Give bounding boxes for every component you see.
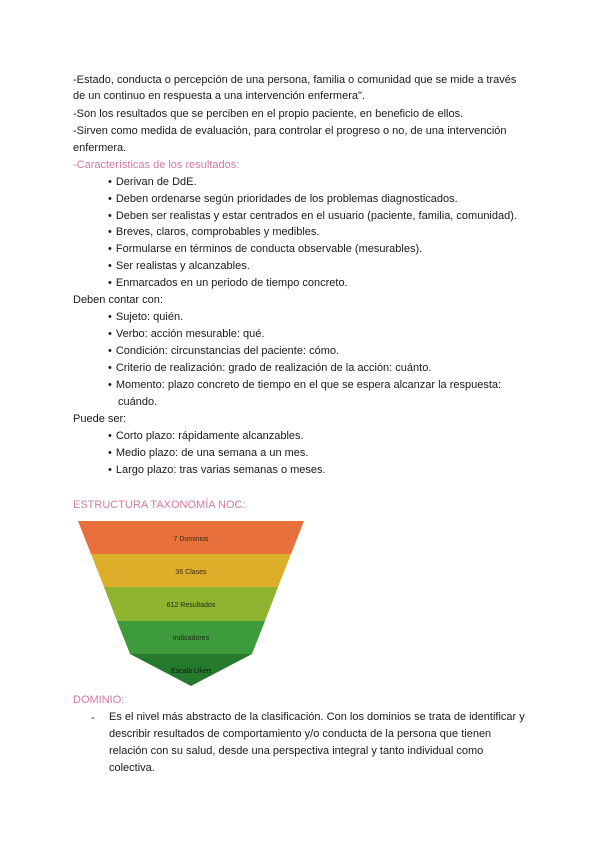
list-item: • Sujeto: quién.	[108, 309, 183, 325]
caracteristicas-heading: -Características de los resultados:	[73, 159, 240, 171]
pyramid-label: 612 Resultados	[166, 602, 216, 609]
noc-pyramid-diagram	[78, 520, 308, 690]
intro-line: de un continuo en respuesta a una intervención enfermera".	[73, 90, 365, 102]
list-item: • Derivan de DdE.	[108, 174, 197, 190]
list-item: • Enmarcados en un periodo de tiempo concreto.	[108, 275, 348, 291]
dash-bullet: -	[91, 712, 95, 724]
list-item: • Ser realistas y alcanzables.	[108, 258, 250, 274]
dominio-line: relación con su salud, desde una perspectiva integral y tanto individual como	[109, 745, 484, 757]
deben-contar-heading: Deben contar con:	[73, 294, 163, 306]
dominio-line: colectiva.	[109, 762, 155, 774]
pyramid-label: Escala Likert	[170, 668, 212, 675]
list-item: • Verbo: acción mesurable: qué.	[108, 326, 264, 342]
intro-line: -Son los resultados que se perciben en el propio paciente, en beneficio de ellos.	[73, 108, 464, 120]
intro-line: -Sirven como medida de evaluación, para controlar el progreso o no, de una intervención	[73, 125, 507, 137]
list-item-continuation: cuándo.	[118, 396, 158, 408]
list-item: • Largo plazo: tras varias semanas o meses.	[108, 462, 326, 478]
list-item: • Breves, claros, comprobables y medibles.	[108, 224, 319, 240]
list-item: • Corto plazo: rápidamente alcanzables.	[108, 428, 304, 444]
intro-line: -Estado, conducta o percepción de una persona, familia o comunidad que se mide a través	[73, 74, 517, 86]
pyramid-label: 36 Clases	[175, 569, 207, 576]
dominio-heading: DOMINIO:	[73, 694, 125, 706]
list-item: • Medio plazo: de una semana a un mes.	[108, 445, 308, 461]
dominio-line: Es el nivel más abstracto de la clasificación. Con los dominios se trata de identificar y	[109, 711, 525, 723]
intro-line: enfermera.	[73, 142, 127, 154]
pyramid-label: 7 Dominios	[173, 536, 209, 543]
list-item: • Condición: circunstancias del paciente: cómo.	[108, 343, 339, 359]
estructura-heading: ESTRUCTURA TAXONOMÍA NOC:	[73, 499, 246, 511]
pyramid-label: Indicadores	[172, 635, 210, 642]
list-item: • Deben ordenarse según prioridades de los problemas diagnosticados.	[108, 191, 458, 207]
list-item: • Momento: plazo concreto de tiempo en el que se espera alcanzar la respuesta:	[108, 377, 501, 393]
puede-ser-heading: Puede ser:	[73, 413, 127, 425]
list-item: • Criterio de realización: grado de realización de la acción: cuánto.	[108, 360, 431, 376]
dominio-line: describir resultados de comportamiento y/o conducta de la persona que tienen	[109, 728, 492, 740]
list-item: • Deben ser realistas y estar centrados en el usuario (paciente, familia, comunidad).	[108, 208, 517, 224]
list-item: • Formularse en términos de conducta observable (mesurables).	[108, 241, 422, 257]
